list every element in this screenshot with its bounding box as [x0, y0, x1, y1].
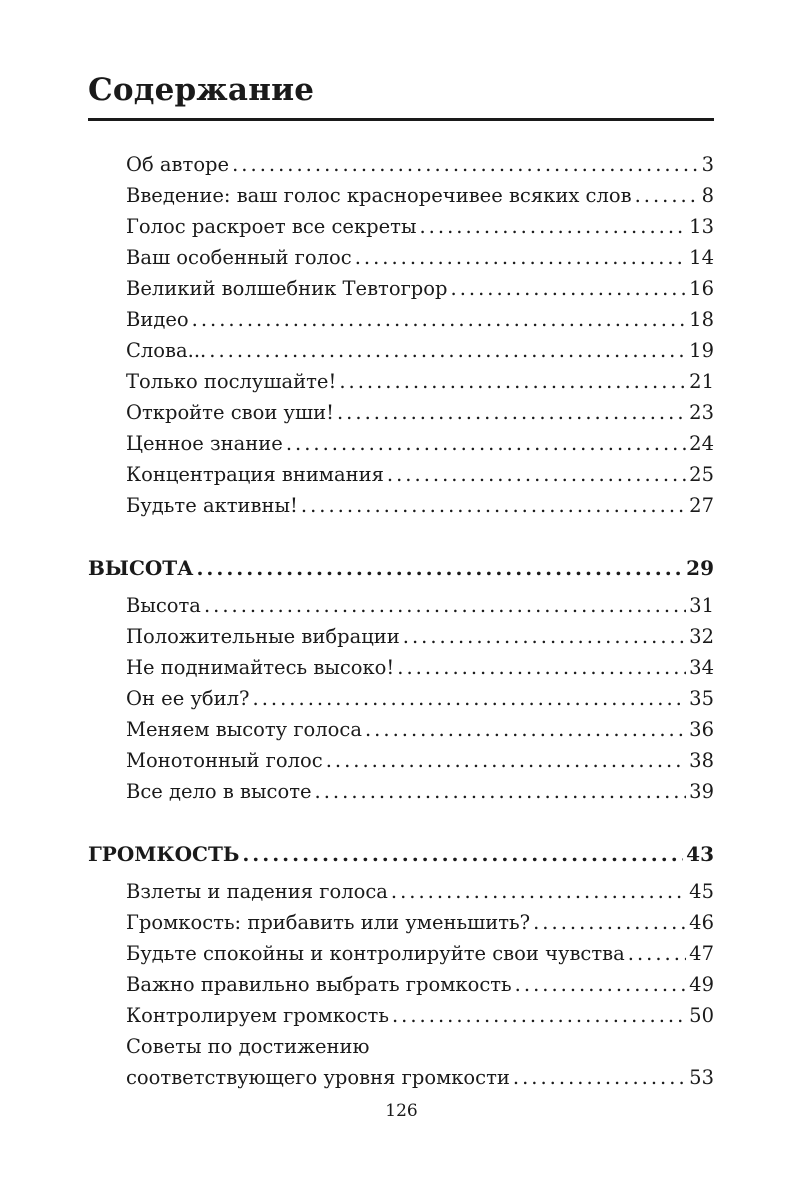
toc-entry[interactable]: [126, 462, 714, 488]
toc-entry[interactable]: [126, 879, 714, 905]
toc-entry[interactable]: [126, 717, 714, 743]
toc-entry-page: 24: [689, 432, 714, 455]
leader-dots: [192, 307, 687, 333]
toc-entry-title: Слова...: [126, 339, 207, 362]
toc-entry-title: Откройте свои уши!: [126, 401, 334, 424]
toc-section-title: ГРОМКОСТЬ: [88, 842, 240, 866]
leader-dots: [196, 555, 683, 581]
toc-entry-page: 16: [689, 277, 714, 300]
toc-entry-title: Будьте спокойны и контролируйте свои чувства: [126, 942, 625, 965]
leader-dots: [451, 276, 687, 302]
toc-entry[interactable]: [126, 183, 714, 209]
toc-entry-page: 46: [689, 911, 714, 934]
toc-entry-title: Об авторе: [126, 153, 230, 176]
toc-entry-title: Положительные вибрации: [126, 625, 400, 648]
leader-dots: [242, 841, 683, 867]
leader-dots: [403, 624, 686, 650]
leader-dots: [635, 183, 699, 209]
toc-entry-page: 47: [689, 942, 714, 965]
toc-entry-title: Великий волшебник Тевтогрор: [126, 277, 448, 300]
toc-entry-page: 13: [689, 215, 714, 238]
toc-entry-page: 21: [689, 370, 714, 393]
toc-entry[interactable]: [126, 624, 714, 650]
leader-dots: [515, 972, 687, 998]
toc-entry-page: 45: [689, 880, 714, 903]
leader-dots: [204, 593, 686, 619]
toc-entry[interactable]: [126, 338, 714, 364]
toc-entry[interactable]: [126, 941, 714, 967]
leader-dots: [391, 879, 686, 905]
toc-entry-page: 53: [689, 1066, 714, 1089]
toc-entry-page: 18: [689, 308, 714, 331]
leader-dots: [365, 717, 686, 743]
page-title: Содержание: [88, 72, 315, 108]
toc-entry-page: 23: [689, 401, 714, 424]
toc-entry-title: Будьте активны!: [126, 494, 298, 517]
toc-entry-title: Концентрация внимания: [126, 463, 384, 486]
toc-entry-title: Взлеты и падения голоса: [126, 880, 388, 903]
leader-dots: [209, 338, 686, 364]
toc-entry-page: 50: [689, 1004, 714, 1027]
toc-entry-page: 19: [689, 339, 714, 362]
toc-entry-title: Только послушайте!: [126, 370, 337, 393]
toc-entry[interactable]: [126, 400, 714, 426]
leader-dots: [533, 910, 686, 936]
toc-entry-page: 14: [689, 246, 714, 269]
toc-entry-title: Монотонный голос: [126, 749, 323, 772]
toc-entry-title: Все дело в высоте: [126, 780, 312, 803]
toc-section-page: 29: [686, 556, 714, 580]
toc-entry-title: Голос раскроет все секреты: [126, 215, 417, 238]
toc-entry-title: Высота: [126, 594, 201, 617]
toc-entry[interactable]: [126, 655, 714, 681]
toc-entry-title: Ценное знание: [126, 432, 283, 455]
toc-entry[interactable]: [126, 369, 714, 395]
leader-dots: [253, 686, 687, 712]
leader-dots: [513, 1065, 686, 1091]
leader-dots: [419, 214, 686, 240]
toc-entry[interactable]: [126, 1065, 714, 1091]
toc-entry[interactable]: [126, 910, 714, 936]
leader-dots: [315, 779, 687, 805]
page-number: 126: [385, 1101, 418, 1121]
toc-entry-title: Введение: ваш голос красноречивее всяких слов: [126, 184, 632, 207]
leader-dots: [232, 152, 698, 178]
toc-entry-page: 34: [689, 656, 714, 679]
toc-entry[interactable]: [126, 245, 714, 271]
toc-entry[interactable]: [126, 686, 714, 712]
toc-entry-page: 27: [689, 494, 714, 517]
toc-entry-page: 35: [689, 687, 714, 710]
leader-dots: [337, 400, 686, 426]
leader-dots: [392, 1003, 686, 1029]
toc-entry-title: Важно правильно выбрать громкость: [126, 973, 512, 996]
toc-entry-page: 31: [689, 594, 714, 617]
toc-entry-title: Контролируем громкость: [126, 1004, 389, 1027]
toc-entry[interactable]: [126, 493, 714, 519]
toc-entry[interactable]: [126, 779, 714, 805]
toc-entry-title: Меняем высоту голоса: [126, 718, 362, 741]
toc-section-page: 43: [686, 842, 714, 866]
toc-entry-title: Видео: [126, 308, 189, 331]
leader-dots: [628, 941, 686, 967]
toc-entry[interactable]: [126, 276, 714, 302]
toc-entry-page: 3: [701, 153, 714, 176]
toc-entry-page: 49: [689, 973, 714, 996]
toc-entry-page: 8: [701, 184, 714, 207]
toc-section-heading[interactable]: [88, 555, 714, 581]
toc-entry[interactable]: [126, 593, 714, 619]
toc-entry-title-line2: соответствующего уровня громкости: [126, 1066, 510, 1089]
toc-section-heading[interactable]: [88, 841, 714, 867]
toc-entry-page: 25: [689, 463, 714, 486]
toc-entry-title-line1[interactable]: Советы по достижению: [126, 1035, 370, 1058]
toc-entry-title: Он ее убил?: [126, 687, 250, 710]
toc-entry-page: 39: [689, 780, 714, 803]
toc-entry-page: 38: [689, 749, 714, 772]
toc-entry[interactable]: [126, 214, 714, 240]
toc-entry[interactable]: [126, 307, 714, 333]
leader-dots: [286, 431, 686, 457]
toc-entry[interactable]: [126, 748, 714, 774]
leader-dots: [339, 369, 686, 395]
leader-dots: [301, 493, 686, 519]
toc-section-title: ВЫСОТА: [88, 556, 194, 580]
toc-entry-title: Не поднимайтесь высоко!: [126, 656, 395, 679]
toc-entry[interactable]: [126, 1003, 714, 1029]
toc-entry[interactable]: [126, 152, 714, 178]
toc-entry[interactable]: [126, 431, 714, 457]
leader-dots: [387, 462, 686, 488]
toc-entry-title: Громкость: прибавить или уменьшить?: [126, 911, 531, 934]
toc-entry-title: Ваш особенный голос: [126, 246, 352, 269]
toc-entry[interactable]: [126, 972, 714, 998]
toc-entry-page: 36: [689, 718, 714, 741]
leader-dots: [326, 748, 686, 774]
leader-dots: [355, 245, 686, 271]
leader-dots: [397, 655, 686, 681]
toc-entry-page: 32: [689, 625, 714, 648]
